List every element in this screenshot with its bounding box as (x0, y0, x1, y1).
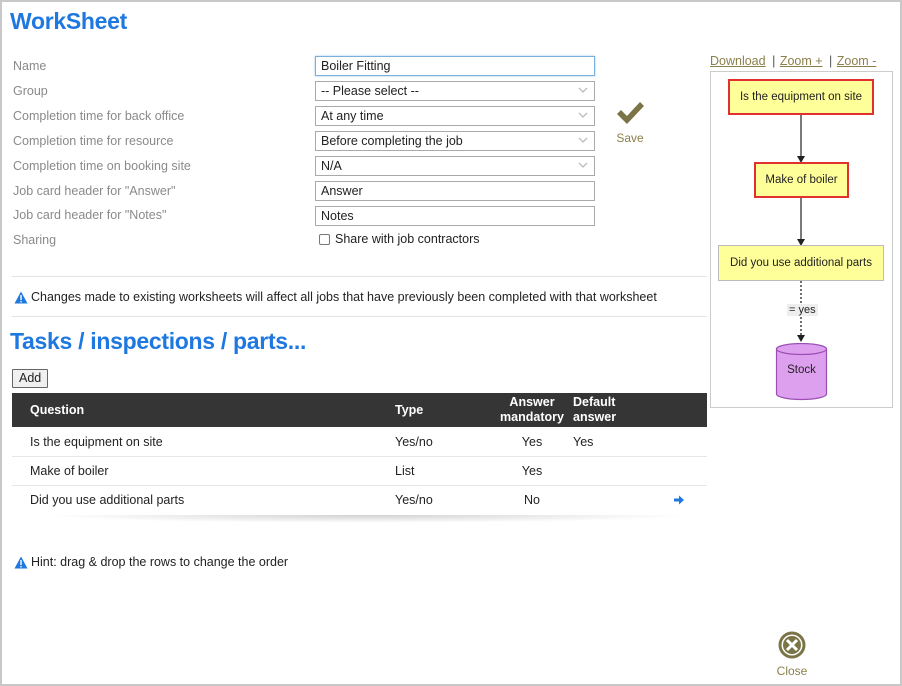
warning-icon (14, 556, 28, 569)
resource-select[interactable] (315, 131, 595, 151)
label-back-office: Completion time for back office (13, 109, 185, 123)
back-office-value: At any time (321, 109, 384, 123)
col-question: Question (30, 403, 85, 417)
row-type: List (395, 464, 415, 478)
diagram-links (710, 54, 876, 68)
row-type: Yes/no (395, 493, 433, 507)
answer-header-value: Answer (321, 184, 363, 198)
row-mandatory: Yes (521, 435, 543, 449)
flow-diagram (710, 71, 893, 408)
chevron-down-icon (578, 85, 588, 95)
row-question: Did you use additional parts (30, 493, 185, 507)
group-select[interactable] (315, 81, 595, 101)
zoom-out-link[interactable]: Zoom - (836, 54, 877, 68)
notes-header-value: Notes (321, 209, 354, 223)
close-label: Close (776, 664, 808, 678)
divider (12, 276, 707, 277)
row-type: Yes/no (395, 435, 433, 449)
arrow-right-icon[interactable] (673, 494, 685, 506)
change-notice (14, 290, 657, 304)
col-mandatory-line1: Answer (509, 395, 555, 409)
table-shadow (42, 515, 692, 523)
back-office-select[interactable] (315, 106, 595, 126)
row-question: Is the equipment on site (30, 435, 163, 449)
label-resource: Completion time for resource (13, 134, 174, 148)
resource-value: Before completing the job (321, 134, 463, 148)
table-row[interactable] (12, 485, 707, 514)
zoom-in-link[interactable]: Zoom + (779, 54, 823, 68)
col-mandatory (500, 395, 564, 425)
answer-header-input[interactable] (315, 181, 595, 201)
row-mandatory: Yes (521, 464, 543, 478)
label-group: Group (13, 84, 48, 98)
add-button[interactable]: Add (12, 369, 48, 388)
label-answer-header: Job card header for "Answer" (13, 184, 176, 198)
tasks-table-header (12, 393, 707, 427)
hint (14, 555, 288, 569)
col-mandatory-line2: mandatory (500, 410, 564, 424)
booking-select[interactable] (315, 156, 595, 176)
notice-text: Changes made to existing worksheets will affect all jobs that have previously been completed with that worksheet (31, 290, 657, 304)
share-checkbox-row[interactable] (319, 232, 480, 246)
edge-label: = yes (789, 304, 816, 316)
link-separator: | (772, 54, 776, 68)
chevron-down-icon (578, 160, 588, 170)
chevron-down-icon (578, 135, 588, 145)
label-name: Name (13, 59, 47, 73)
divider (12, 316, 707, 317)
row-question: Make of boiler (30, 464, 109, 478)
col-default-line2: answer (573, 410, 617, 424)
label-booking: Completion time on booking site (13, 159, 191, 173)
flow-node-parts[interactable]: Did you use additional parts (718, 245, 884, 281)
table-row[interactable] (12, 427, 707, 457)
share-checkbox[interactable] (319, 234, 330, 245)
hint-text: Hint: drag & drop the rows to change the order (31, 555, 289, 569)
table-row[interactable] (12, 456, 707, 486)
notes-header-input[interactable] (315, 206, 595, 226)
name-input[interactable] (315, 56, 595, 76)
label-notes-header: Job card header for "Notes" (13, 208, 167, 222)
download-link[interactable]: Download (710, 54, 766, 68)
name-value: Boiler Fitting (321, 59, 391, 73)
flow-node-equipment[interactable]: Is the equipment on site (728, 79, 874, 115)
col-default-line1: Default (573, 395, 616, 409)
tasks-title: Tasks / inspections / parts... (10, 328, 307, 354)
col-type: Type (395, 403, 424, 417)
booking-value: N/A (321, 159, 342, 173)
close-button[interactable] (772, 630, 812, 678)
close-icon (777, 630, 807, 660)
share-label: Share with job contractors (335, 232, 480, 246)
group-value: -- Please select -- (321, 84, 419, 98)
page-title: WorkSheet (10, 8, 128, 34)
stock-label: Stock (787, 364, 816, 376)
flow-node-boiler[interactable]: Make of boiler (754, 162, 849, 198)
row-default: Yes (573, 435, 594, 449)
row-mandatory: No (524, 493, 540, 507)
checkmark-icon (615, 100, 645, 128)
link-separator: | (829, 54, 833, 68)
warning-icon (14, 291, 28, 304)
label-sharing: Sharing (13, 233, 57, 247)
save-button[interactable] (612, 100, 648, 145)
col-default (573, 395, 616, 425)
save-label: Save (616, 131, 644, 145)
chevron-down-icon (578, 110, 588, 120)
